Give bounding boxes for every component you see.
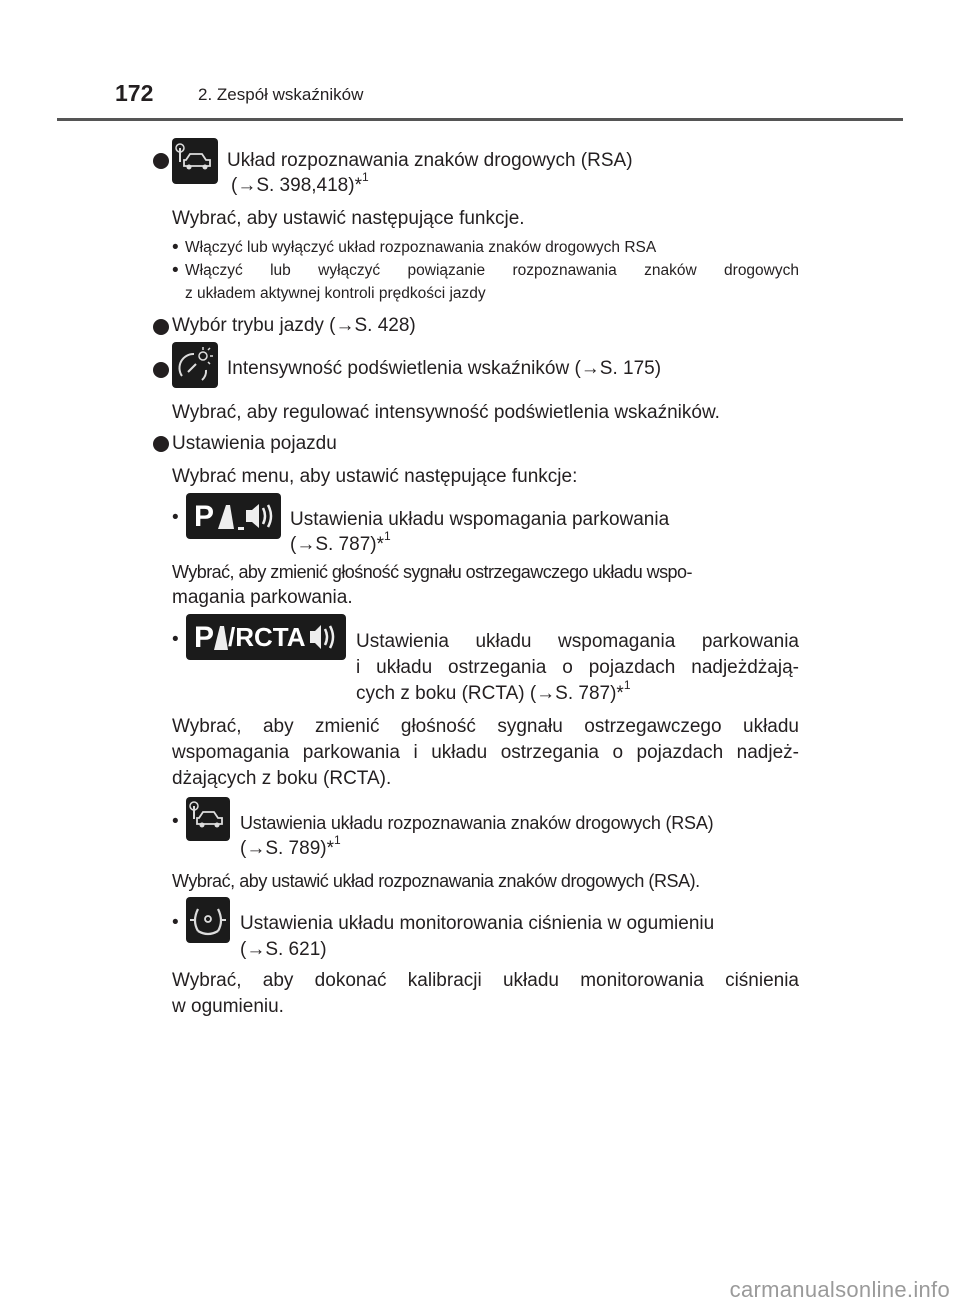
rcta-settings-line-1: Ustawienia układu wspomagania parkowania — [356, 631, 799, 652]
drive-mode-title: Wybór trybu jazdy (→S. 428) — [172, 315, 416, 336]
rcta-description-line-2: wspomagania parkowania i układu ostrzegania o pojazdach nadjeż- — [172, 742, 799, 763]
rcta-volume-icon: P /RCTA — [186, 614, 346, 660]
rsa-settings-title: Ustawienia układu rozpoznawania znaków drogowych (RSA) — [240, 813, 714, 833]
tpms-settings-title: Ustawienia układu monitorowania ciśnienia w ogumieniu — [240, 913, 715, 934]
vehicle-settings-description: Wybrać menu, aby ustawić następujące funkcje: — [172, 466, 578, 487]
rcta-settings-line-2: i układu ostrzegania o pojazdach nadjeżdżają- — [356, 657, 799, 678]
rsa-sign-car-icon — [172, 138, 218, 184]
parking-settings-description: Wybrać, aby zmienić głośność sygnału ostrzegawczego układu wspo- — [172, 562, 692, 582]
tpms-description-line-2: w ogumieniu. — [172, 996, 284, 1017]
section-bullet — [153, 362, 169, 378]
parking-settings-description-cont: magania parkowania. — [172, 587, 353, 608]
rsa-description: Wybrać, aby ustawić następujące funkcje. — [172, 208, 525, 229]
page-header — [57, 74, 903, 121]
section-bullet — [153, 436, 169, 452]
parking-assist-volume-icon: P — [186, 493, 281, 539]
rcta-description-line-3: dżających z boku (RCTA). — [172, 768, 392, 789]
rsa-option-1: Włączyć lub wyłączyć układ rozpoznawania znaków drogowych RSA — [185, 239, 657, 256]
rcta-description-line-1: Wybrać, aby zmienić głośność sygnału ostrzegawczego układu — [172, 716, 799, 737]
watermark: carmanualsonline.info — [729, 1277, 950, 1302]
tpms-description-line-1: Wybrać, aby dokonać kalibracji układu monitorowania ciśnienia — [172, 970, 799, 991]
tire-pressure-icon — [186, 897, 230, 943]
rcta-settings-line-3: cych z boku (RCTA) (→S. 787)*$^1$ — [356, 677, 631, 704]
rsa-settings-reference: (→S. 789)*$^1$ — [240, 832, 341, 859]
brightness-title: Intensywność podświetlenia wskaźników (→S. 175) — [227, 358, 662, 379]
page-number: 172 — [115, 80, 154, 106]
chapter-title: 2. Zespół wskaźników — [198, 85, 364, 104]
meter-brightness-icon — [172, 342, 218, 388]
rsa-reference: (→S. 398,418)*$^1$ — [231, 169, 369, 196]
rsa-settings-description: Wybrać, aby ustawić układ rozpoznawania znaków drogowych (RSA). — [172, 871, 700, 891]
rsa-option-2: Włączyć lub wyłączyć powiązanie rozpoznawania znaków drogowych — [185, 262, 799, 279]
section-bullet — [153, 319, 169, 335]
parking-settings-reference: (→S. 787)*$^1$ — [290, 528, 391, 555]
section-bullet — [153, 153, 169, 169]
rsa-option-2-cont: z układem aktywnej kontroli prędkości jazdy — [185, 285, 486, 302]
rsa-sign-car-icon — [186, 797, 230, 841]
parking-settings-title: Ustawienia układu wspomagania parkowania — [290, 509, 670, 530]
brightness-description: Wybrać, aby regulować intensywność podświetlenia wskaźników. — [172, 402, 720, 423]
rsa-title: Układ rozpoznawania znaków drogowych (RSA) — [227, 150, 633, 171]
vehicle-settings-title: Ustawienia pojazdu — [172, 433, 337, 454]
tpms-settings-reference: (→S. 621) — [240, 939, 327, 960]
